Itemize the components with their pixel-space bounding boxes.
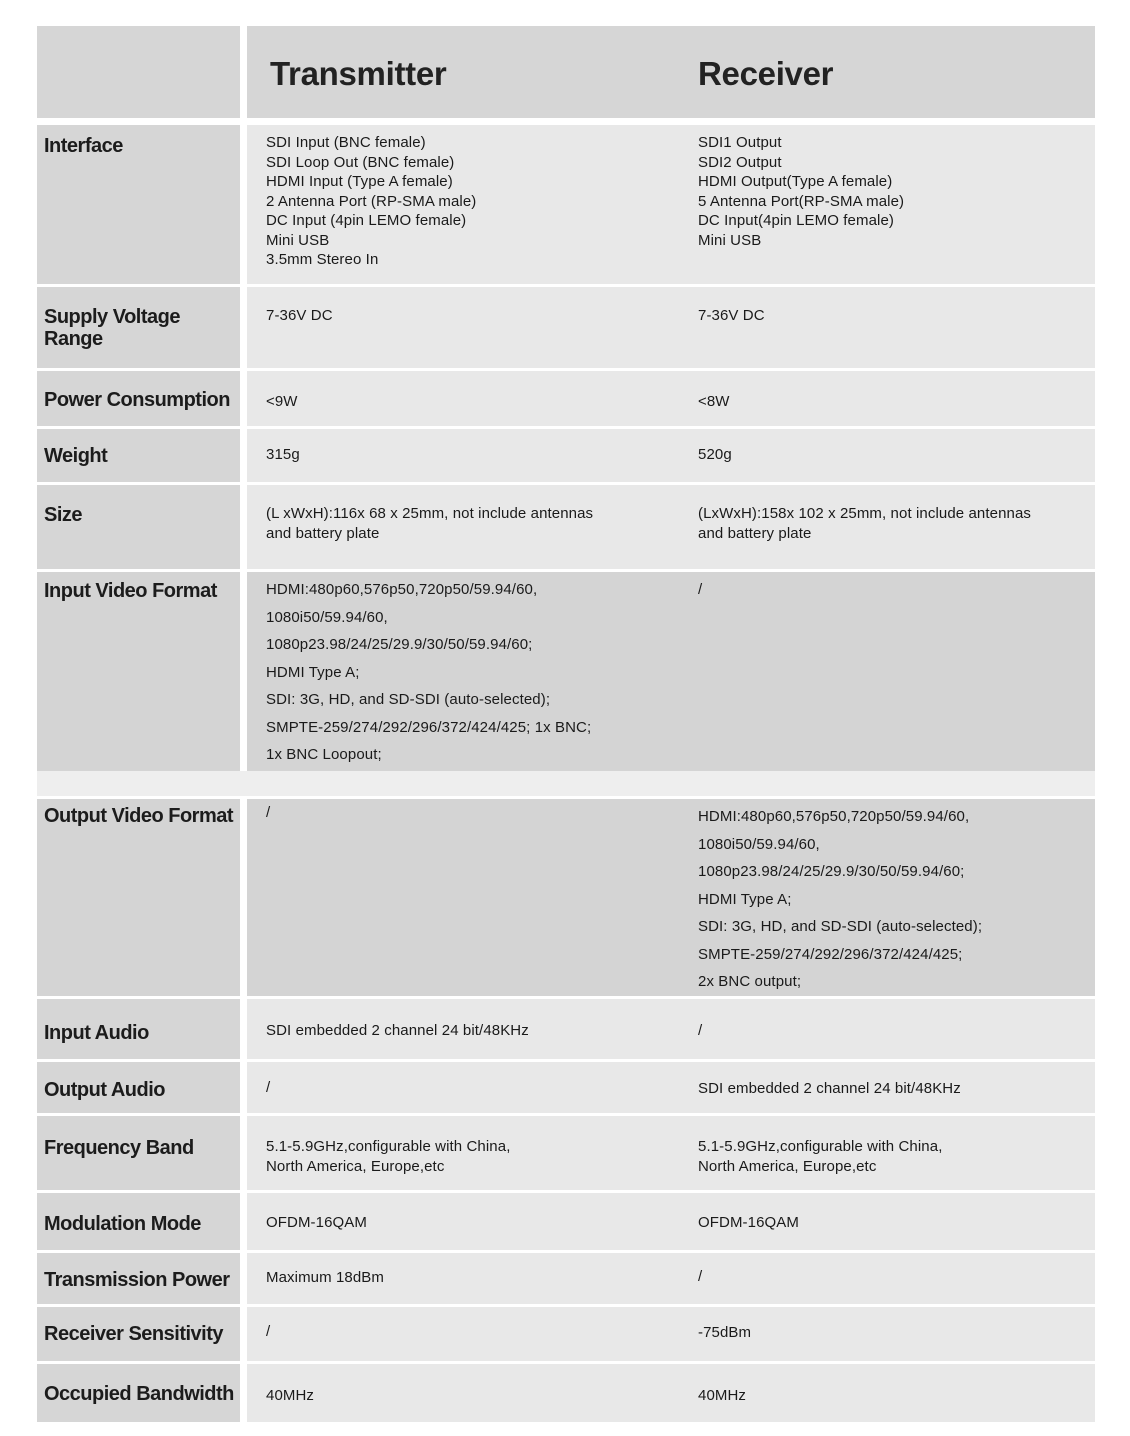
value-line: 1080i50/59.94/60, [698,835,820,853]
row-label-line: Occupied Bandwidth [44,1383,234,1405]
row-label [37,1364,240,1422]
spec-row-input-video-format [37,572,1095,771]
value-line: SMPTE-259/274/292/296/372/424/425; [698,945,963,963]
value-line: OFDM-16QAM [698,1214,800,1231]
spec-row-size [37,485,1095,572]
spec-row-transmission-power [37,1253,1095,1307]
value-line: 5 Antenna Port(RP-SMA male) [698,192,905,210]
value-line: SDI Loop Out (BNC female) [266,153,455,171]
header-receiver: Receiver [678,26,1095,118]
spec-row-power-consumption [37,371,1095,429]
value-line: DC Input(4pin LEMO female) [698,212,895,229]
value-line: and battery plate [266,524,380,542]
value-line: HDMI:480p60,576p50,720p50/59.94/60, [698,808,970,825]
receiver-value [678,1253,1095,1304]
transmitter-value [247,572,678,771]
header-corner [37,26,240,118]
value-line: / [698,1268,703,1285]
row-label-line: Weight [44,445,108,467]
spec-row-output-audio [37,1062,1095,1116]
value-line: 1080p23.98/24/25/29.9/30/50/59.94/60; [266,636,533,653]
value-line: 3.5mm Stereo In [266,251,379,268]
spec-row-output-video-format [37,799,1095,999]
row-label-line: Power Consumption [44,389,230,411]
row-label-line: Input Audio [44,1022,149,1044]
spec-table [37,26,1095,1422]
value-line: SDI: 3G, HD, and SD-SDI (auto-selected); [266,691,551,708]
value-line: 1080p23.98/24/25/29.9/30/50/59.94/60; [698,863,965,880]
receiver-value [678,1062,1095,1113]
header-row [37,26,1095,121]
receiver-value [678,485,1095,569]
value-line: 2x BNC output; [698,973,802,990]
row-label-line: Output Audio [44,1079,165,1101]
receiver-value [678,999,1095,1059]
transmitter-value [247,999,678,1059]
value-line: North America, Europe,etc [266,1157,445,1175]
row-label-line: Size [44,504,83,526]
spec-row-occupied-bandwidth [37,1364,1095,1422]
value-line: OFDM-16QAM [266,1214,368,1231]
spec-row-modulation-mode [37,1193,1095,1253]
value-line: SDI embedded 2 channel 24 bit/48KHz [698,1080,961,1097]
value-line: 1080i50/59.94/60, [266,608,388,626]
value-line: 40MHz [266,1387,315,1404]
value-line: 40MHz [698,1387,747,1404]
transmitter-value [247,485,678,569]
header-transmitter: Transmitter [247,26,678,118]
value-line: / [698,1022,703,1039]
transmitter-value [247,429,678,482]
transmitter-value [247,1364,678,1422]
row-label-line: Range [44,328,103,350]
spacer-band [37,771,1095,799]
receiver-value [678,1364,1095,1422]
value-line: (LxWxH):158x 102 x 25mm, not include antennas [698,505,1031,522]
value-line: SDI embedded 2 channel 24 bit/48KHz [266,1022,529,1039]
spec-row-frequency-band [37,1116,1095,1193]
row-label [37,1062,240,1113]
value-line: and battery plate [698,524,812,542]
value-line: (L xWxH):116x 68 x 25mm, not include antennas [266,505,594,522]
transmitter-value [247,1062,678,1113]
value-line: <8W [698,393,730,410]
value-line: DC Input (4pin LEMO female) [266,212,467,229]
row-label [37,429,240,482]
value-line: 520g [698,446,732,463]
value-line: SDI: 3G, HD, and SD-SDI (auto-selected); [698,918,983,935]
row-label-line: Modulation Mode [44,1213,201,1235]
spec-row-supply-voltage [37,287,1095,371]
row-label [37,572,240,771]
row-label [37,1193,240,1250]
transmitter-value [247,1193,678,1250]
receiver-value [678,287,1095,368]
value-line: SDI2 Output [698,153,782,171]
value-line: Mini USB [698,231,762,249]
transmitter-value [247,125,678,284]
receiver-value [678,371,1095,426]
row-label [37,1307,240,1361]
receiver-value [678,572,1095,771]
transmitter-value [247,371,678,426]
value-line: <9W [266,393,298,410]
value-line: / [266,804,271,821]
value-line: HDMI Type A; [266,663,360,681]
transmitter-value [247,799,678,996]
row-label-line: Transmission Power [44,1269,230,1291]
row-label [37,1253,240,1304]
transmitter-value [247,1307,678,1361]
row-label [37,999,240,1059]
value-line: 5.1-5.9GHz,configurable with China, [698,1138,943,1155]
spec-row-input-audio [37,999,1095,1062]
value-line: HDMI:480p60,576p50,720p50/59.94/60, [266,581,538,598]
value-line: Maximum 18dBm [266,1269,384,1286]
row-label-line: Receiver Sensitivity [44,1323,223,1345]
row-label-line: Supply Voltage [44,306,180,328]
value-line: 7-36V DC [266,307,333,324]
value-line: 7-36V DC [698,307,765,324]
value-line: North America, Europe,etc [698,1157,877,1175]
value-line: -75dBm [698,1324,752,1341]
receiver-value [678,1193,1095,1250]
value-line: SMPTE-259/274/292/296/372/424/425; 1x BNC; [266,718,592,736]
receiver-value [678,1307,1095,1361]
receiver-value [678,1116,1095,1190]
transmitter-value [247,1116,678,1190]
receiver-value [678,799,1095,996]
value-line: / [266,1079,271,1096]
row-label-line: Input Video Format [44,580,217,602]
row-label [37,1116,240,1190]
receiver-value [678,429,1095,482]
row-label [37,287,240,368]
value-line: HDMI Output(Type A female) [698,173,893,190]
row-label-line: Interface [44,135,123,157]
value-line: HDMI Input (Type A female) [266,173,453,190]
value-line: HDMI Type A; [698,890,792,908]
row-label [37,125,240,284]
transmitter-value [247,1253,678,1304]
value-line: Mini USB [266,231,330,249]
row-label-line: Frequency Band [44,1137,194,1159]
row-label [37,371,240,426]
value-line: 1x BNC Loopout; [266,746,382,763]
value-line: SDI1 Output [698,134,782,151]
value-line: / [698,581,703,598]
value-line: SDI Input (BNC female) [266,134,426,151]
spec-row-receiver-sensitivity [37,1307,1095,1364]
value-line: 2 Antenna Port (RP-SMA male) [266,192,477,210]
spec-row-weight [37,429,1095,485]
row-label [37,485,240,569]
value-line: / [266,1323,271,1340]
transmitter-value [247,287,678,368]
receiver-value [678,125,1095,284]
row-label [37,799,240,996]
value-line: 5.1-5.9GHz,configurable with China, [266,1138,511,1155]
row-label-line: Output Video Format [44,805,234,827]
spec-row-interface [37,125,1095,287]
value-line: 315g [266,446,300,463]
